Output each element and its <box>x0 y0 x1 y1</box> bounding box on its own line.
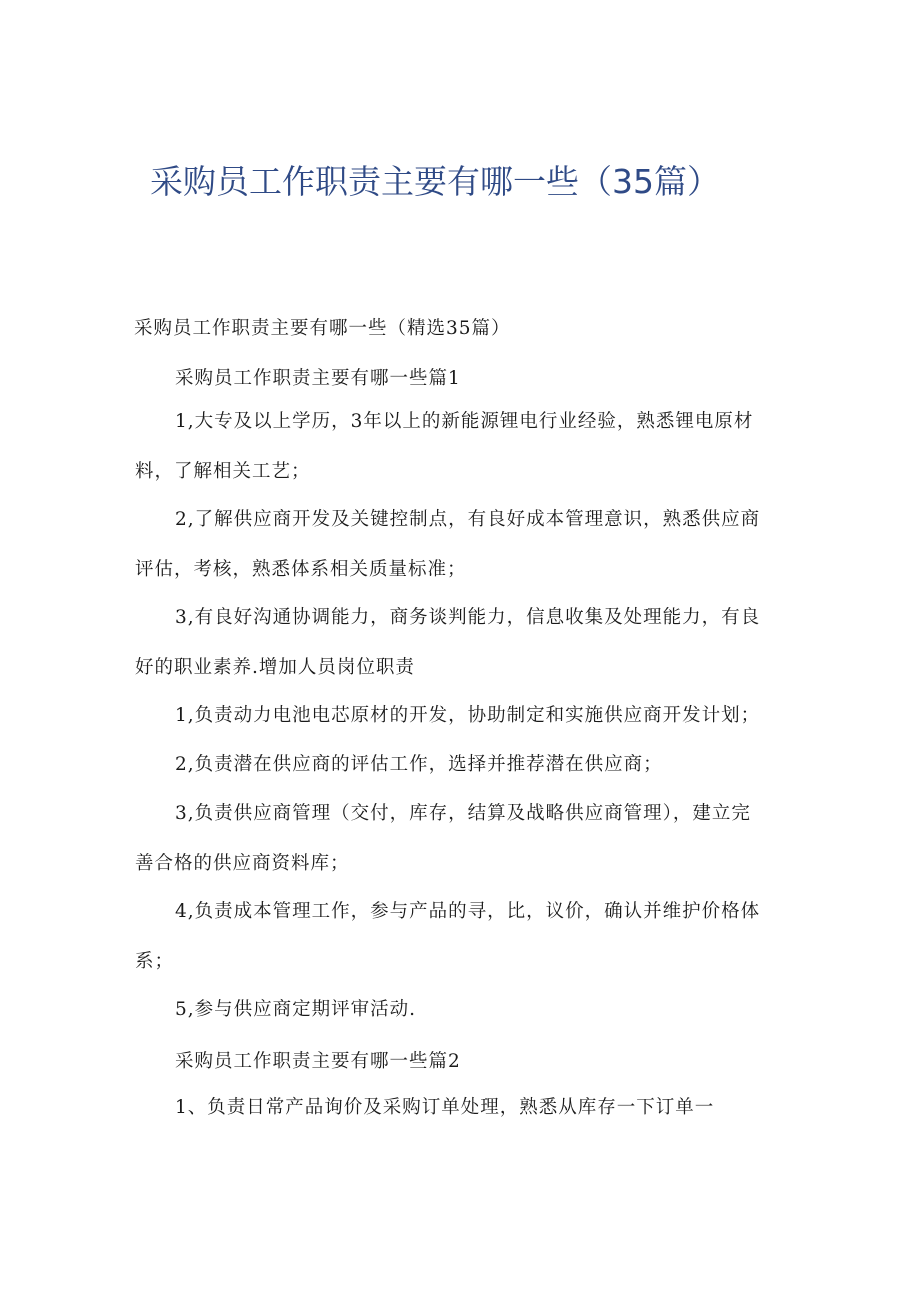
document-title: 采购员工作职责主要有哪一些（35篇） <box>150 162 720 201</box>
paragraph <box>135 887 795 987</box>
paragraph-line: 系； <box>135 951 175 972</box>
paragraph <box>135 789 795 889</box>
document-subtitle: 采购员工作职责主要有哪一些（精选35篇） <box>134 318 511 339</box>
paragraph-line: 1、负责日常产品询价及采购订单处理，熟悉从库存一下订单一 <box>175 1097 715 1118</box>
paragraph-line: 2,了解供应商开发及关键控制点，有良好成本管理意识，熟悉供应商 <box>175 509 761 530</box>
paragraph <box>135 397 795 497</box>
paragraph <box>135 593 795 693</box>
paragraph <box>175 985 795 1035</box>
paragraph-line: 评估，考核，熟悉体系相关质量标准； <box>135 559 467 580</box>
paragraph <box>175 691 795 741</box>
paragraph-line: 2,负责潜在供应商的评估工作，选择并推荐潜在供应商； <box>175 754 663 775</box>
paragraph <box>175 740 795 790</box>
paragraph-line: 3,负责供应商管理（交付，库存，结算及战略供应商管理），建立完 <box>175 803 751 824</box>
paragraph-line: 料，了解相关工艺； <box>135 461 311 482</box>
paragraph-line: 1,负责动力电池电芯原材的开发，协助制定和实施供应商开发计划； <box>175 705 761 726</box>
paragraph-line: 1,大专及以上学历，3年以上的新能源锂电行业经验，熟悉锂电原材 <box>175 411 754 432</box>
paragraph <box>135 495 795 595</box>
paragraph-line: 好的职业素养.增加人员岗位职责 <box>135 657 415 678</box>
paragraph <box>175 1083 795 1133</box>
paragraph-line: 3,有良好沟通协调能力，商务谈判能力，信息收集及处理能力，有良 <box>175 607 761 628</box>
paragraph-line: 善合格的供应商资料库； <box>135 853 350 874</box>
section-heading: 采购员工作职责主要有哪一些篇2 <box>175 1051 461 1072</box>
paragraph-line: 4,负责成本管理工作，参与产品的寻，比，议价，确认并维护价格体 <box>175 901 761 922</box>
section-heading: 采购员工作职责主要有哪一些篇1 <box>175 368 461 389</box>
paragraph-line: 5,参与供应商定期评审活动. <box>175 999 417 1020</box>
